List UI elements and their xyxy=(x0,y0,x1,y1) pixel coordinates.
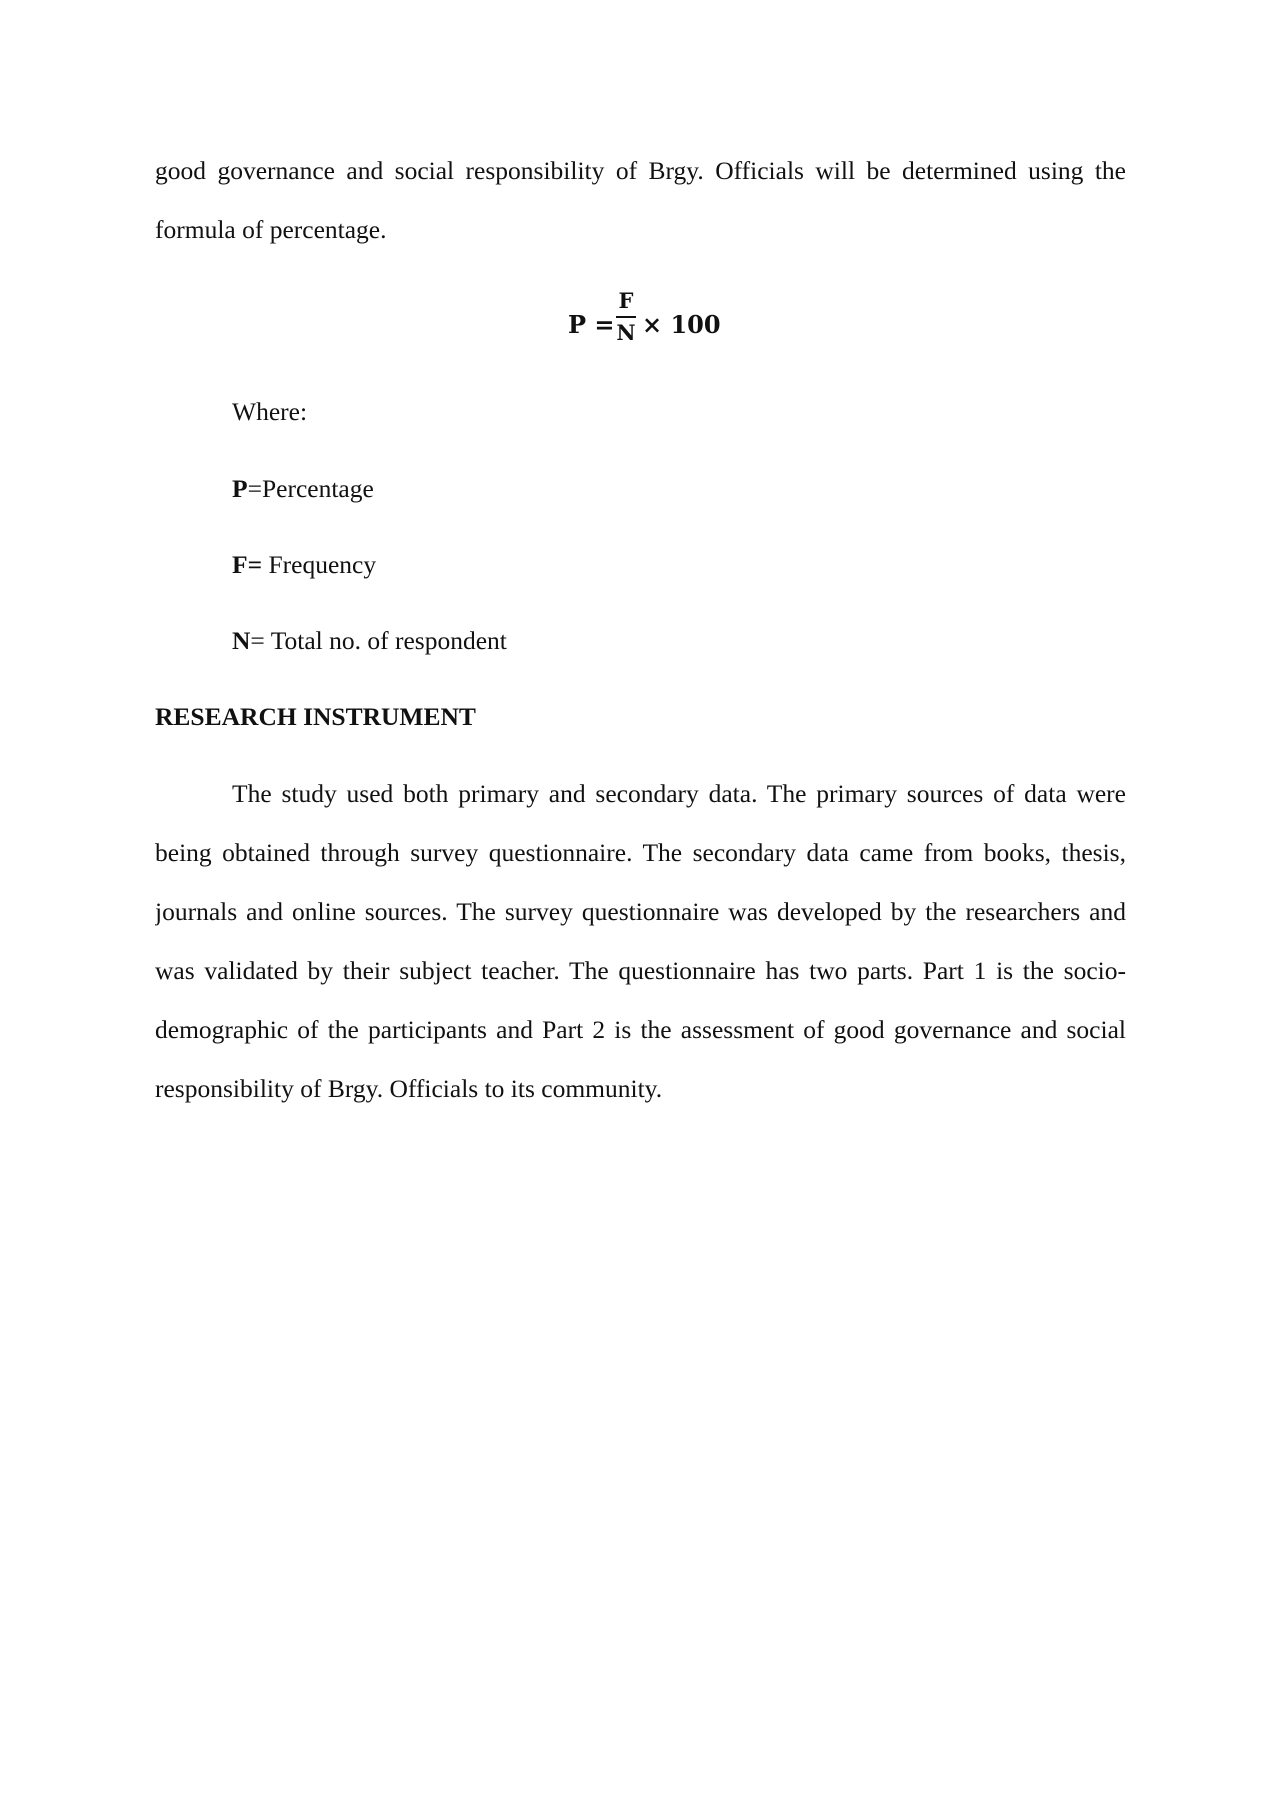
legend-item-percentage xyxy=(232,472,374,506)
section-line-4: was validated by their subject teacher. The questionnaire has two parts. Part 1 is the socio- xyxy=(155,956,1126,985)
legend-symbol: N xyxy=(232,626,251,655)
formula-denominator: N xyxy=(616,320,636,345)
legend-item-frequency xyxy=(232,548,376,582)
intro-line-2: formula of percentage. xyxy=(155,215,387,244)
legend-text: Frequency xyxy=(262,550,377,579)
legend-symbol: P xyxy=(232,474,248,503)
legend-text: =Percentage xyxy=(247,474,374,503)
legend-symbol: F= xyxy=(232,550,263,579)
formula-rhs: × 100 xyxy=(642,310,721,339)
intro-line-1: good governance and social responsibility of Brgy. Officials will be determined using the xyxy=(155,156,1126,185)
section-line-6: responsibility of Brgy. Officials to its community. xyxy=(155,1074,663,1103)
section-heading: RESEARCH INSTRUMENT xyxy=(155,702,476,731)
legend-text: = Total no. of respondent xyxy=(250,626,507,655)
legend-item-total xyxy=(232,624,507,658)
formula-lhs: P = xyxy=(568,310,615,339)
formula-fraction xyxy=(614,288,638,346)
section-line-1: The study used both primary and secondary data. The primary sources of data were xyxy=(232,779,1126,808)
section-line-2: being obtained through survey questionnaire. The secondary data came from books, thesis, xyxy=(155,838,1126,867)
section-line-5: demographic of the participants and Part 2 is the assessment of good governance and social xyxy=(155,1015,1126,1044)
fraction-bar xyxy=(616,316,636,318)
formula-numerator: F xyxy=(618,288,634,313)
where-label: Where: xyxy=(232,397,308,426)
section-line-3: journals and online sources. The survey questionnaire was developed by the researchers and xyxy=(155,897,1126,926)
